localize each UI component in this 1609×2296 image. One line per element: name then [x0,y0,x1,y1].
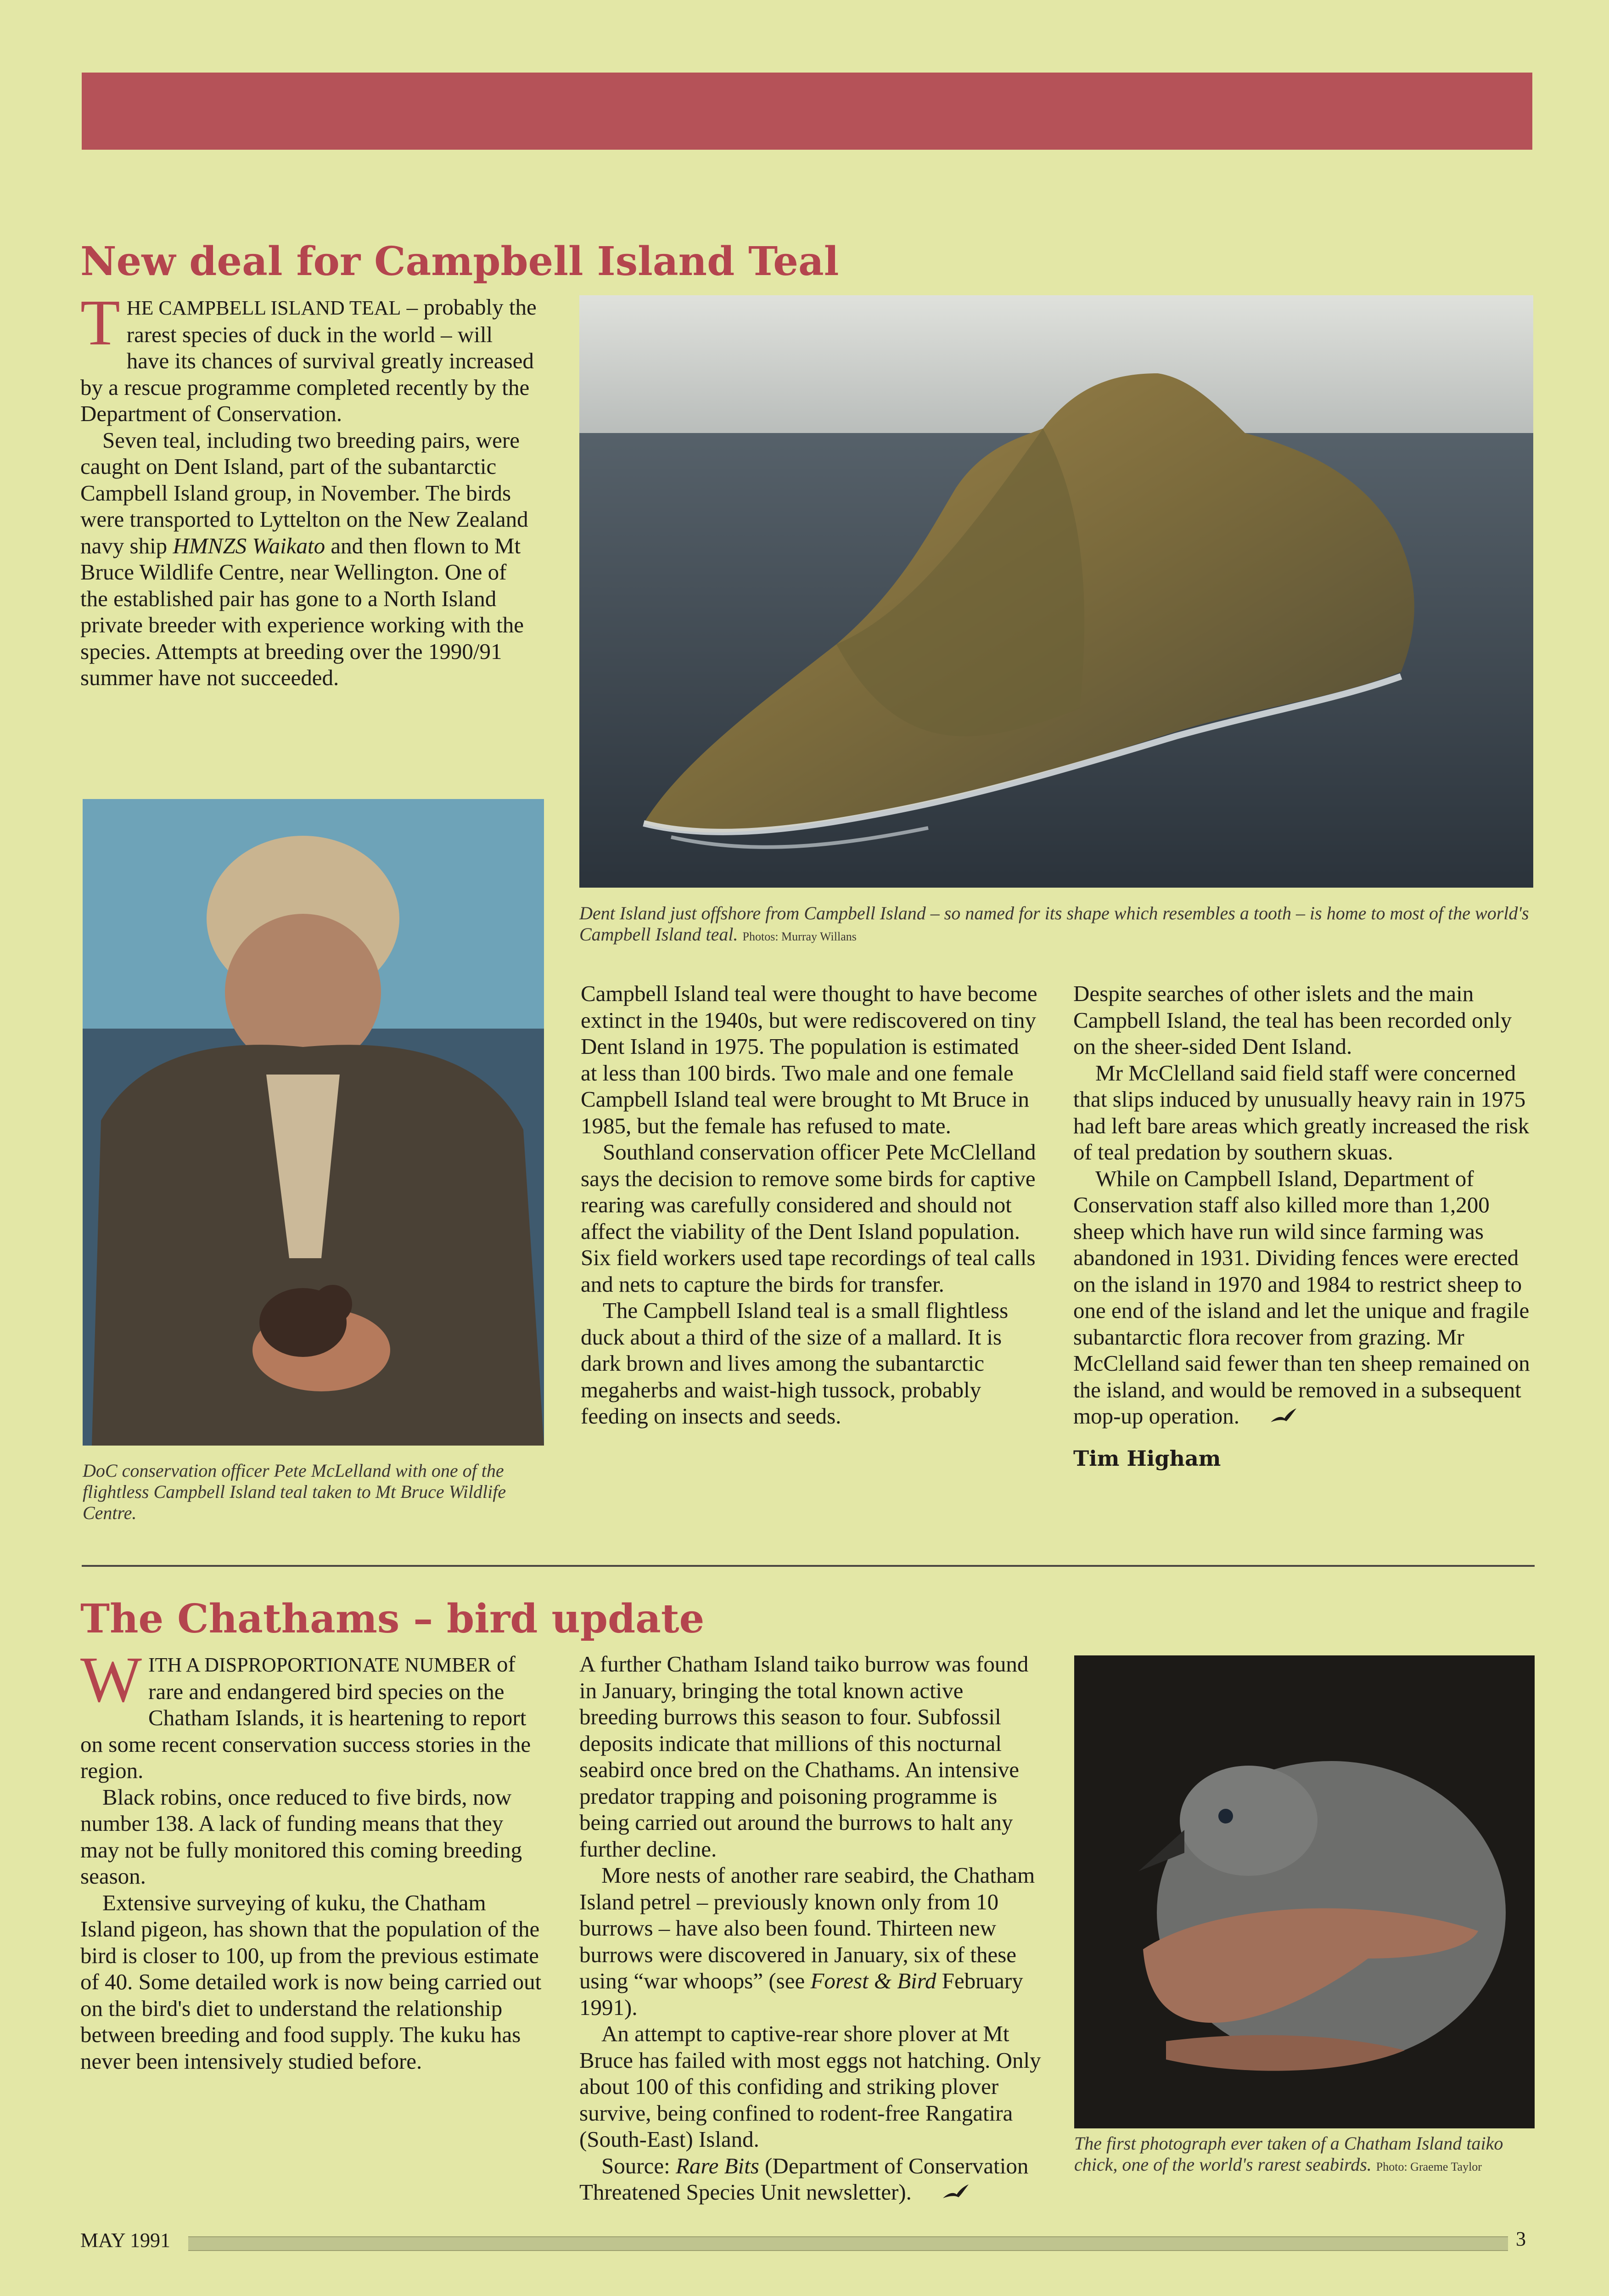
top-banner [82,73,1532,150]
chick-caption: The first photograph ever taken of a Chatham Island taiko chick, one of the world's rarest seabirds. Photo: Graeme Taylor [1074,2133,1503,2175]
footer-bar [188,2236,1508,2251]
article1-paragraph: Seven teal, including two breeding pairs, were caught on Dent Island, part of the subantarctic Campbell Island group, in November. The birds were transported to Lyttelton on the New Zealand navy ship HMNZS Waikato and then flown to Mt Bruce Wildlife Centre, near Wellington. One of the established pair has gone to a North Island private breeder with experience working with the species. Attempts at breeding over the 1990/91 summer have not succeeded. [80,427,528,690]
article2-col1 [80,1643,544,2074]
article2-paragraph: Black robins, once reduced to five birds, now number 138. A lack of funding means that they may not be fully monitored this coming breeding season. [80,1784,522,1889]
article1-col3 [1073,980,1535,1472]
article1-paragraph: Despite searches of other islets and the main Campbell Island, the teal has been recorded only on the sheer-sided Dent Island. [1073,981,1512,1059]
flying-bird-icon [1248,1405,1297,1432]
section-divider [82,1565,1535,1567]
taiko-chick-image [1074,1655,1535,2128]
taiko-chick-photo [1074,1655,1535,2128]
byline: Tim Higham [1073,1446,1221,1471]
article2-headline: The Chathams – bird update [80,1596,705,1642]
article2-paragraph: An attempt to captive-rear shore plover at Mt Bruce has failed with most eggs not hatching. Only about 100 of this confiding and striking plover survive, being confined to rodent-free Rangatira (South-East) Island. [579,2021,1041,2152]
article1-paragraph: While on Campbell Island, Department of Conservation staff also killed more than 1,200 sheep which have run wild since farming was abandoned in 1931. Dividing fences were erected on the island in 1970 and 1984 to restrict sheep to one end of the island and let the unique and fragile subantarctic flora recover from grazing. Mr McClelland said fewer than ten sheep remained on the island, and would be removed in a subsequent mop-up operation. [1073,1165,1535,1432]
officer-with-teal-image [83,799,544,1446]
dropcap-t: T [80,286,120,359]
article1-headline: New deal for Campbell Island Teal [80,238,839,285]
article1-paragraph: Southland conservation officer Pete McClelland says the decision to remove some birds for captive rearing was carefully considered and should not affect the viability of the Dent Island population. Six field workers used tape recordings of teal calls and nets to capture the birds for transfer. [581,1139,1036,1297]
footer-date: MAY 1991 [80,2229,171,2251]
lead-caps: ITH A DISPROPORTIONATE NUMBER [148,1654,491,1676]
article2-col2 [579,1651,1043,2208]
island-caption: Dent Island just offshore from Campbell Island – so named for its shape which resembles a tooth – is home to most of the world's Campbell Island teal. Photos: Murray Willans [579,903,1529,945]
dent-island-photo [579,295,1533,888]
photo-credit: Photo: Graeme Taylor [1376,2160,1482,2173]
article2-paragraph: Source: Rare Bits (Department of Conservation Threatened Species Unit newsletter). [579,2153,1043,2208]
article2-paragraph: More nests of another rare seabird, the Chatham Island petrel – previously known only from 10 burrows – have also been found. Thirteen new burrows were discovered in January, six of these using “war whoops” (see Forest & Bird February 1991). [579,1863,1035,2020]
flying-bird-icon [920,2181,970,2208]
article2-paragraph: A further Chatham Island taiko burrow was found in January, bringing the total known active breeding burrows this season to four. Subfossil deposits indicate that millions of this nocturnal seabird once bred on the Chathams. An intensive predator trapping and poisoning programme is being carried out around the burrows to halt any further decline. [579,1651,1029,1862]
article2-lead-paragraph: WITH A DISPROPORTIONATE NUMBER of rare and endangered bird species on the Chatham Islands, it is heartening to report on some recent conservation success stories in the region. [80,1643,531,1783]
article1-paragraph: The Campbell Island teal is a small flightless duck about a third of the size of a mallard. It is dark brown and lives among the subantarctic megaherbs and waist-high tussock, probably feeding on insects and seeds. [581,1298,1009,1429]
page-number: 3 [1516,2228,1526,2250]
article1-paragraph: Mr McClelland said field staff were concerned that slips induced by unusually heavy rain in 1975 had left bare areas which greatly increased the risk of teal predation by southern skuas. [1073,1060,1530,1165]
article1-paragraph: Campbell Island teal were thought to have become extinct in the 1940s, but were rediscovered on tiny Dent Island in 1975. The population is estimated at less than 100 birds. Two male and one female Campbell Island teal were brought to Mt Bruce in 1985, but the female has refused to mate. [581,981,1037,1138]
officer-caption: DoC conservation officer Pete McLelland with one of the flightless Campbell Island teal taken to Mt Bruce Wildlife Centre. [83,1460,506,1523]
dent-island-image [579,295,1533,888]
article1-lead-paragraph: THE CAMPBELL ISLAND TEAL – probably the rarest species of duck in the world – will have its chances of survival greatly increased by a rescue programme completed recently by the Department of Conservation. [80,286,537,426]
article2-paragraph: Extensive surveying of kuku, the Chatham Island pigeon, has shown that the population of the bird is closer to 100, up from the previous estimate of 40. Some detailed work is now being carried out on the bird's diet to understand the relationship between breeding and food supply. The kuku has never been intensively studied before. [80,1890,542,2074]
lead-caps: HE CAMPBELL ISLAND TEAL [126,297,401,319]
article1-col1 [80,286,539,691]
article1-col2 [581,980,1040,1429]
officer-photo [83,799,544,1446]
photo-credit: Photos: Murray Willans [742,930,857,943]
dropcap-w: W [80,1643,142,1716]
